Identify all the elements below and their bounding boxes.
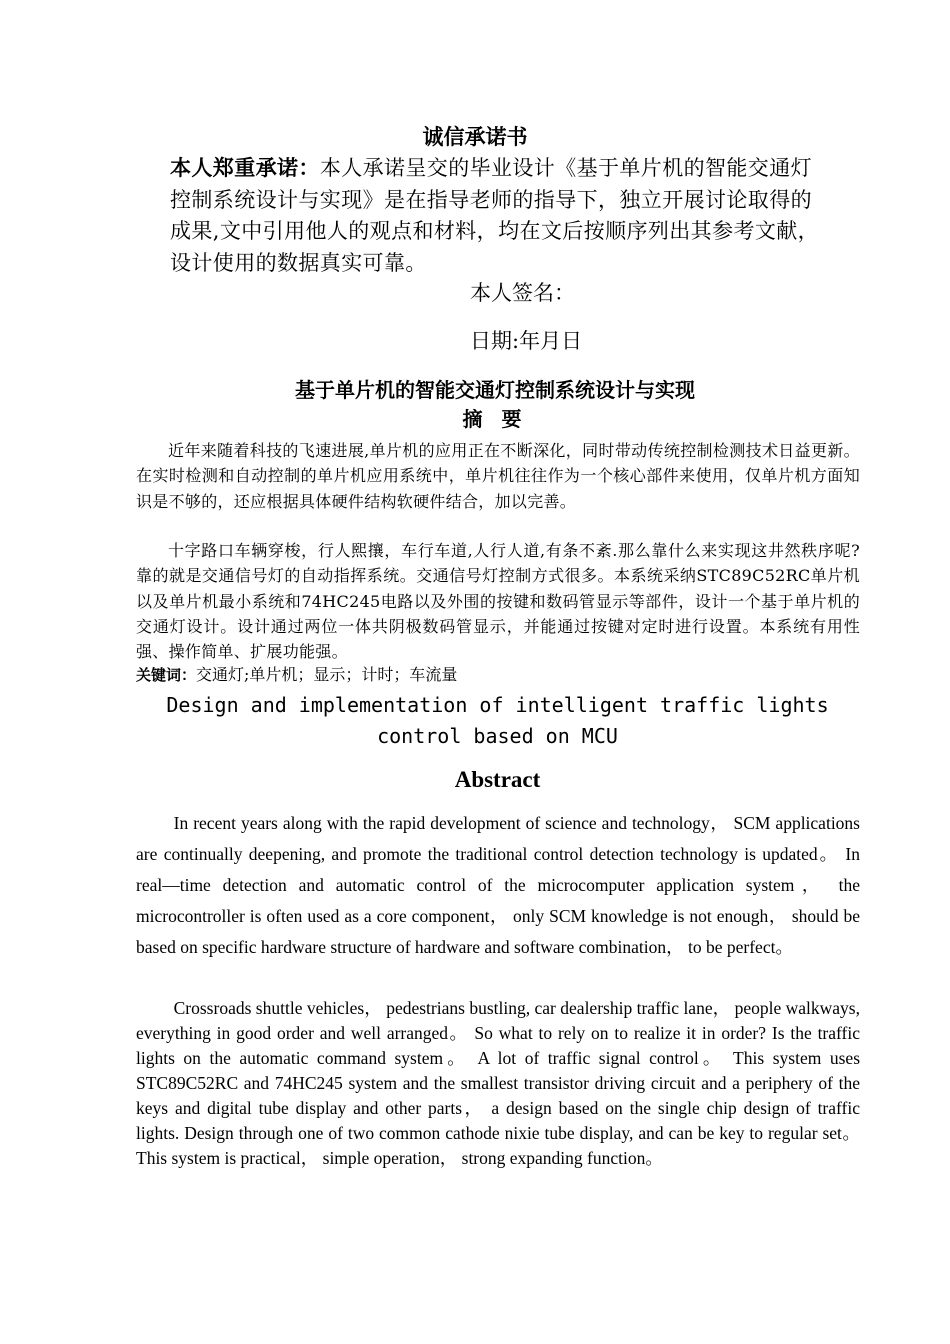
signature-line: 本人签名：	[470, 281, 575, 305]
chinese-thesis-title: 基于单片机的智能交通灯控制系统设计与实现	[295, 378, 695, 402]
chinese-abstract-paragraph: 近年来随着科技的飞速进展,单片机的应用正在不断深化，同时带动传统控制检测技术日益更新。在实时检测和自动控制的单片机应用系统中，单片机往往作为一个核心部件来使用，仅单片机方面知识是不够的，还应根据具体硬件结构软硬件结合，加以完善。	[136, 441, 860, 511]
date-line: 日期:年月日	[470, 329, 583, 353]
english-thesis-title	[150, 690, 845, 752]
keywords-label: 关键词：	[136, 666, 197, 684]
english-abstract-paragraph: Crossroads shuttle vehicles， pedestrians bustling, car dealership traffic lane， people walkways, everything in good order and well arranged。 So what to rely on to realize it in order? Is the traffic lights on the automatic command system。 A lot of traffic signal control。 This system uses STC89C52RC and 74HC245 system and the smallest transistor driving circuit and a periphery of the keys and digital tube display and other parts， a design based on the single chip design of traffic lights. Design through one of two common cathode nixie tube display, and can be key to regular set。 This system is practical， simple operation， strong expanding function。	[136, 998, 860, 1168]
pledge-title: 诚信承诺书	[422, 124, 528, 149]
keywords-text: 交通灯;单片机；显示；计时；车流量	[196, 665, 458, 684]
chinese-abstract-heading: 摘 要	[462, 407, 528, 431]
chinese-keywords	[136, 662, 457, 688]
pledge-lead: 本人郑重承诺：	[170, 155, 320, 180]
chinese-abstract-paragraph: 十字路口车辆穿梭，行人熙攘，车行车道,人行人道,有条不紊.那么靠什么来实现这井然秩序呢?靠的就是交通信号灯的自动指挥系统。交通信号灯控制方式很多。本系统采纳STC89C52RC单片机以及单片机最小系统和74HC245电路以及外围的按键和数码管显示等部件，设计一个基于单片机的交通灯设计。设计通过两位一体共阴极数码管显示，并能通过按键对定时进行设置。本系统有用性强、操作简单、扩展功能强。	[136, 541, 860, 662]
english-title-line: control based on MCU	[377, 724, 618, 748]
english-abstract-heading: Abstract	[454, 767, 541, 792]
english-title-line: Design and implementation of intelligent traffic lights	[166, 693, 829, 717]
english-abstract-paragraph: In recent years along with the rapid development of science and technology， SCM applications are continually deepening, and promote the traditional control detection technology is updated。 In real—time detection and automatic control of the microcomputer application system， the microcontroller is often used as a core component， only SCM knowledge is not enough， should be based on specific hardware structure of hardware and software combination， to be perfect。	[136, 813, 860, 957]
pledge-text: 本人承诺呈交的毕业设计《基于单片机的智能交通灯控制系统设计与实现》是在指导老师的指导下，独立开展讨论取得的成果,文中引用他人的观点和材料，均在文后按顺序列出其参考文献，设计使用的数据真实可靠。	[170, 156, 820, 275]
pledge-statement	[170, 152, 820, 279]
